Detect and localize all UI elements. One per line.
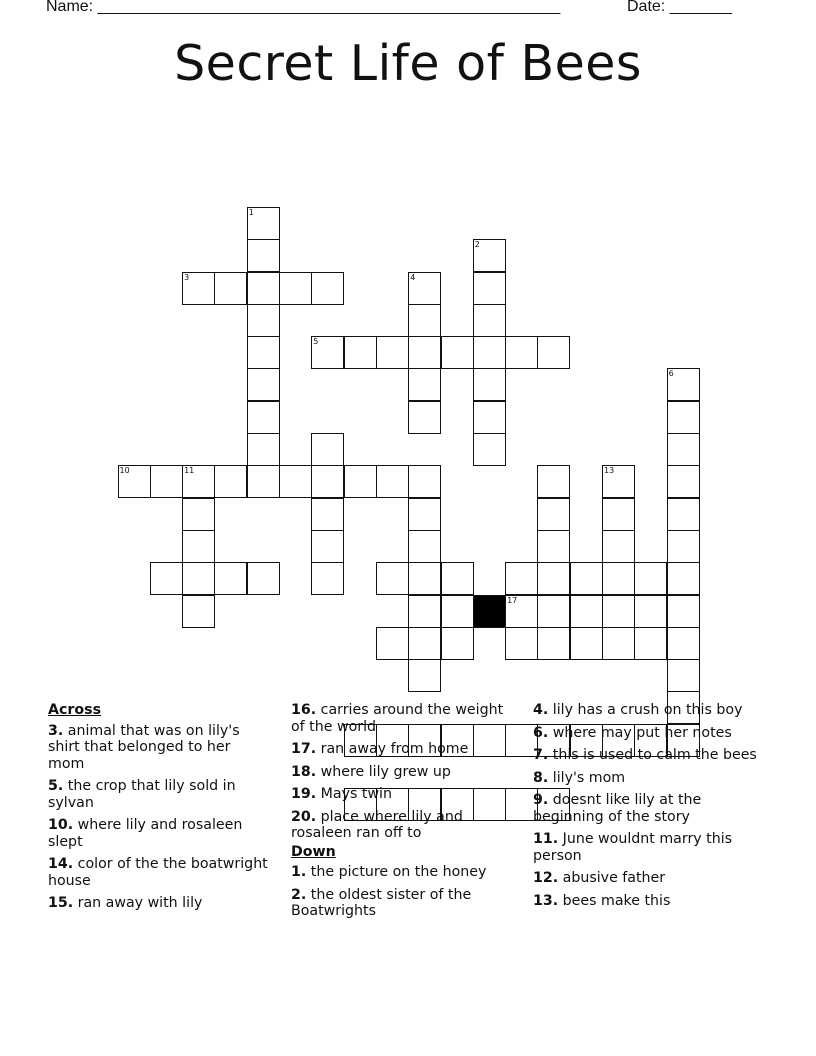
clue-text: where lily and rosaleen slept xyxy=(48,817,243,850)
grid-cell[interactable] xyxy=(667,368,700,401)
grid-cell[interactable] xyxy=(537,595,570,628)
clue-text: where lily grew up xyxy=(316,763,451,780)
grid-cell[interactable] xyxy=(376,562,409,595)
clue-number: 13 xyxy=(604,466,615,476)
clue-number-label: 6. xyxy=(533,724,549,741)
grid-cell[interactable] xyxy=(634,595,667,628)
grid-cell[interactable] xyxy=(537,498,570,531)
clue-item xyxy=(48,723,270,773)
grid-cell[interactable] xyxy=(667,465,700,498)
grid-cell[interactable] xyxy=(182,465,215,498)
grid-cell[interactable] xyxy=(408,272,441,305)
grid-cell[interactable] xyxy=(667,562,700,595)
grid-cell[interactable] xyxy=(182,272,215,305)
grid-cell[interactable] xyxy=(473,272,506,305)
grid-cell[interactable] xyxy=(182,562,215,595)
clue-text: the oldest sister of the Boatwrights xyxy=(291,886,472,919)
clue-item xyxy=(291,887,513,920)
grid-cell[interactable] xyxy=(537,336,570,369)
grid-cell[interactable] xyxy=(214,465,247,498)
clue-number: 17 xyxy=(507,595,518,605)
clue-number-label: 17. xyxy=(291,741,317,757)
clue-item xyxy=(533,702,763,719)
clue-text: lily's mom xyxy=(548,769,626,786)
grid-cell[interactable] xyxy=(247,401,280,434)
grid-cell[interactable] xyxy=(570,627,603,660)
grid-cell[interactable] xyxy=(473,239,506,272)
grid-cell[interactable] xyxy=(667,627,700,660)
clue-number: 11 xyxy=(184,466,195,476)
clue-item xyxy=(48,817,270,850)
grid-cell[interactable] xyxy=(182,530,215,563)
grid-cell[interactable] xyxy=(247,465,280,498)
grid-cell[interactable] xyxy=(441,595,474,628)
clue-number-label: 8. xyxy=(533,769,549,786)
clue-number-label: 9. xyxy=(533,792,549,808)
grid-cell[interactable] xyxy=(505,336,538,369)
grid-cell[interactable] xyxy=(602,465,635,498)
grid-cell[interactable] xyxy=(441,336,474,369)
grid-cell[interactable] xyxy=(214,272,247,305)
clue-number-label: 2. xyxy=(291,886,307,903)
grid-cell[interactable] xyxy=(311,465,344,498)
clue-item xyxy=(533,831,763,864)
grid-cell[interactable] xyxy=(667,401,700,434)
clue-item xyxy=(533,725,763,742)
clue-number-label: 1. xyxy=(291,864,307,880)
clue-number: 10 xyxy=(119,466,130,476)
clue-number: 4 xyxy=(410,272,416,282)
clue-text: color of the the boatwright house xyxy=(48,856,268,889)
down-heading: Down xyxy=(291,843,336,860)
grid-cell[interactable] xyxy=(505,627,538,660)
grid-cell[interactable] xyxy=(311,272,344,305)
grid-cell[interactable] xyxy=(311,433,344,466)
clues-column-1 xyxy=(48,702,270,918)
clue-number: 3 xyxy=(184,272,190,282)
grid-cell[interactable] xyxy=(182,595,215,628)
grid-cell[interactable] xyxy=(667,530,700,563)
grid-cell[interactable] xyxy=(667,595,700,628)
grid-cell[interactable] xyxy=(634,627,667,660)
grid-cell[interactable] xyxy=(150,562,183,595)
grid-cell[interactable] xyxy=(408,659,441,692)
grid-cell[interactable] xyxy=(408,304,441,337)
grid-cell[interactable] xyxy=(247,433,280,466)
grid-cell[interactable] xyxy=(247,272,280,305)
grid-cell[interactable] xyxy=(247,562,280,595)
clues-column-3 xyxy=(533,702,763,915)
clue-number: 5 xyxy=(313,337,319,347)
grid-cell[interactable] xyxy=(408,627,441,660)
clue-item xyxy=(533,893,763,910)
grid-cell[interactable] xyxy=(602,498,635,531)
grid-cell[interactable] xyxy=(408,530,441,563)
grid-cell[interactable] xyxy=(441,562,474,595)
grid-cell[interactable] xyxy=(570,595,603,628)
grid-cell[interactable] xyxy=(473,401,506,434)
clue-text: Mays twin xyxy=(316,786,392,802)
clue-number-label: 19. xyxy=(291,786,317,802)
clue-text: the crop that lily sold in sylvan xyxy=(48,778,236,811)
grid-cell[interactable] xyxy=(473,368,506,401)
clue-number-label: 15. xyxy=(48,895,74,911)
puzzle-title: Secret Life of Bees xyxy=(174,35,642,92)
clue-text: lily has a crush on this boy xyxy=(548,702,743,718)
clue-number-label: 12. xyxy=(533,870,559,886)
grid-cell[interactable] xyxy=(537,530,570,563)
grid-cell[interactable] xyxy=(602,562,635,595)
grid-cell[interactable] xyxy=(667,433,700,466)
grid-cell[interactable] xyxy=(602,530,635,563)
grid-cell[interactable] xyxy=(602,595,635,628)
clue-text: doesnt like lily at the beginning of the story xyxy=(533,792,702,825)
clue-item xyxy=(533,747,763,764)
grid-cell[interactable] xyxy=(247,207,280,240)
grid-cell[interactable] xyxy=(182,498,215,531)
clue-item xyxy=(291,809,513,842)
grid-cell[interactable] xyxy=(667,498,700,531)
clue-number: 2 xyxy=(474,240,480,250)
grid-cell[interactable] xyxy=(344,465,377,498)
clue-number-label: 14. xyxy=(48,856,74,872)
grid-cell[interactable] xyxy=(634,562,667,595)
clue-text: the picture on the honey xyxy=(306,864,487,880)
grid-cell[interactable] xyxy=(408,336,441,369)
clue-number-label: 7. xyxy=(533,747,549,763)
grid-cell[interactable] xyxy=(279,272,312,305)
clue-number: 6 xyxy=(668,369,674,379)
clue-item xyxy=(291,741,513,758)
clue-text: bees make this xyxy=(558,892,671,909)
clue-item xyxy=(48,895,270,912)
clue-number-label: 4. xyxy=(533,702,549,718)
clues-column-2 xyxy=(291,702,513,926)
clue-text: ran away with lily xyxy=(73,895,203,911)
grid-block-cell xyxy=(473,595,506,628)
grid-cell[interactable] xyxy=(150,465,183,498)
clue-item xyxy=(291,702,513,735)
clue-item xyxy=(291,764,513,781)
grid-cell[interactable] xyxy=(247,239,280,272)
grid-cell[interactable] xyxy=(279,465,312,498)
clue-text: where may put her notes xyxy=(548,724,732,741)
clue-number-label: 18. xyxy=(291,763,317,780)
grid-cell[interactable] xyxy=(214,562,247,595)
grid-cell[interactable] xyxy=(408,465,441,498)
grid-cell[interactable] xyxy=(376,336,409,369)
grid-cell[interactable] xyxy=(408,595,441,628)
grid-cell[interactable] xyxy=(537,465,570,498)
grid-cell[interactable] xyxy=(602,627,635,660)
clue-number-label: 11. xyxy=(533,831,559,847)
grid-cell[interactable] xyxy=(408,562,441,595)
grid-cell[interactable] xyxy=(376,465,409,498)
clue-text: animal that was on lily's shirt that belonged to her mom xyxy=(48,722,240,772)
clue-number-label: 10. xyxy=(48,817,74,833)
grid-cell[interactable] xyxy=(441,627,474,660)
grid-cell[interactable] xyxy=(311,530,344,563)
grid-cell[interactable] xyxy=(473,336,506,369)
grid-cell[interactable] xyxy=(570,562,603,595)
grid-cell[interactable] xyxy=(118,465,151,498)
across-heading: Across xyxy=(48,702,102,718)
grid-cell[interactable] xyxy=(537,627,570,660)
clue-item xyxy=(291,864,513,881)
clue-number-label: 16. xyxy=(291,702,317,718)
clue-number: 1 xyxy=(248,207,254,217)
clue-item xyxy=(291,786,513,803)
grid-cell[interactable] xyxy=(473,433,506,466)
grid-cell[interactable] xyxy=(537,562,570,595)
clue-text: carries around the weight of the world xyxy=(291,702,504,735)
grid-cell[interactable] xyxy=(247,368,280,401)
grid-cell[interactable] xyxy=(408,368,441,401)
clue-text: ran away from home xyxy=(316,741,469,757)
clue-item xyxy=(48,856,270,889)
clue-item xyxy=(533,792,763,825)
grid-cell[interactable] xyxy=(344,336,377,369)
clue-item xyxy=(533,870,763,887)
grid-cell[interactable] xyxy=(505,595,538,628)
clue-number-label: 20. xyxy=(291,808,317,825)
clue-text: place where lily and rosaleen ran off to xyxy=(291,808,463,841)
grid-cell[interactable] xyxy=(247,336,280,369)
grid-cell[interactable] xyxy=(408,498,441,531)
clue-item xyxy=(48,778,270,811)
grid-cell[interactable] xyxy=(311,498,344,531)
clue-text: June wouldnt marry this person xyxy=(533,831,733,864)
grid-cell[interactable] xyxy=(667,659,700,692)
grid-cell[interactable] xyxy=(505,562,538,595)
grid-cell[interactable] xyxy=(311,336,344,369)
grid-cell[interactable] xyxy=(311,562,344,595)
clue-text: this is used to calm the bees xyxy=(548,747,757,763)
clue-text: abusive father xyxy=(558,870,666,886)
name-field-label: Name: ____________________________________________________ xyxy=(46,0,561,15)
grid-cell[interactable] xyxy=(473,304,506,337)
clue-number-label: 3. xyxy=(48,722,64,739)
grid-cell[interactable] xyxy=(247,304,280,337)
grid-cell[interactable] xyxy=(408,401,441,434)
date-field-label: Date: _______ xyxy=(627,0,732,15)
clue-number-label: 13. xyxy=(533,892,559,909)
clue-number-label: 5. xyxy=(48,778,64,794)
grid-cell[interactable] xyxy=(376,627,409,660)
clue-item xyxy=(533,770,763,787)
